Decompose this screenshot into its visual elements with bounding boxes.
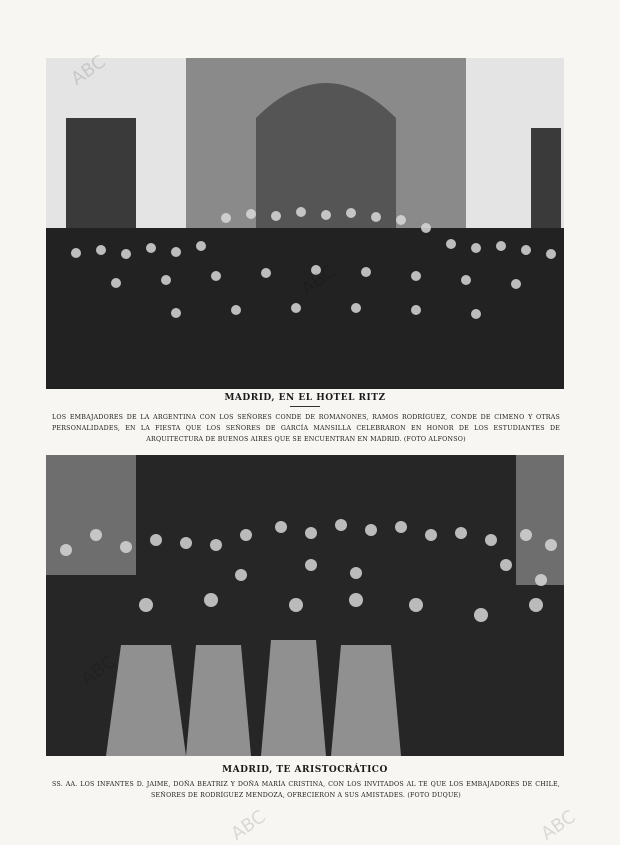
photo-hotel-ritz-image xyxy=(46,58,564,389)
photo-aristocratic-tea-image xyxy=(46,455,564,756)
watermark-text: ABC xyxy=(227,806,270,845)
photo-1-heading: MADRID, EN EL HOTEL RITZ xyxy=(224,393,386,403)
photo-hotel-ritz-group xyxy=(46,58,564,389)
heading-rule xyxy=(290,406,320,407)
watermark-text: ABC xyxy=(537,806,580,845)
photo-aristocratic-tea-group xyxy=(46,455,564,756)
photo-1-caption: LOS EMBAJADORES DE LA ARGENTINA CON LOS SEÑORES CONDE DE ROMANONES, RAMOS RODRÍGUEZ, CONDE DE CIMENO Y OTRAS PERSONALIDADES, EN LA FIESTA QUE LOS SEÑORES DE GARCÍA MANSILLA CELEBRARON EN HONOR DE LOS ESTUDIANTES DE ARQUITECTURA DE BUENOS AIRES QUE SE ENCUENTRAN EN MADRID. (FOTO ALFONSO) xyxy=(52,414,560,443)
photo-2-caption: SS. AA. LOS INFANTES D. JAIME, DOÑA BEATRIZ Y DOÑA MARÍA CRISTINA, CON LOS INVITADOS AL TE QUE LOS EMBAJADORES DE CHILE, SEÑORES DE RODRÍGUEZ MENDOZA, OFRECIERON A SUS AMISTADES. (FOTO DUQUE) xyxy=(52,781,560,799)
photo-2-heading: MADRID, TE ARISTOCRÁTICO xyxy=(222,765,388,775)
